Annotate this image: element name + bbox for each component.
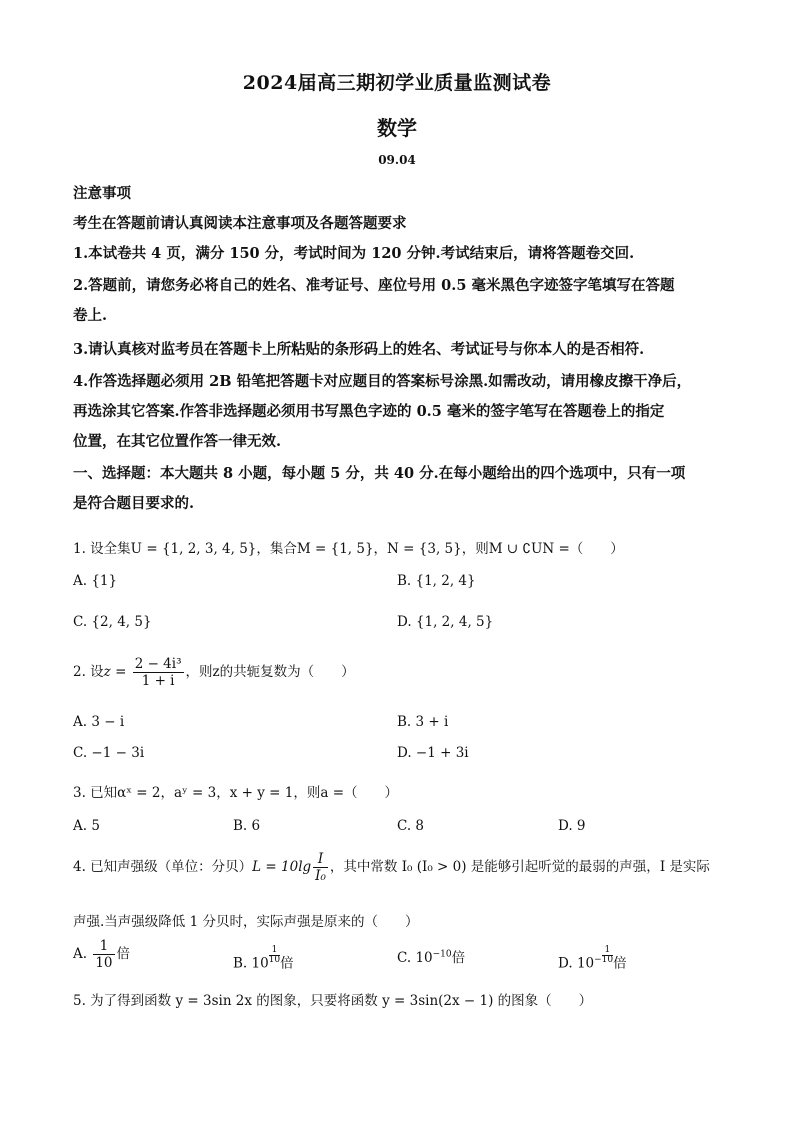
question-4-option-d-suffix: 倍	[613, 955, 627, 972]
notice-item-2-line-2: 卷上.	[73, 307, 108, 324]
exam-date: 09.04	[378, 153, 416, 167]
question-2-variable: z	[103, 664, 111, 680]
question-4-option-c-label: C.	[397, 950, 412, 966]
question-4-option-a-numerator: 1	[93, 938, 114, 955]
question-4-option-c-exponent: −10	[432, 949, 452, 960]
question-2-option-b: B. 3 + i	[397, 714, 449, 730]
question-1-option-d: D. {1, 2, 4, 5}	[397, 614, 494, 630]
notice-intro: 考生在答题前请认真阅读本注意事项及各题答题要求	[73, 215, 407, 232]
question-4-option-c	[397, 946, 465, 966]
question-2-numerator: 2 − 4i³	[134, 656, 182, 672]
question-4-prefix: 4. 已知声强级（单位：分贝）	[73, 859, 253, 875]
question-4-option-d-exponent-numerator: 1	[602, 946, 613, 956]
question-1-option-a: A. {1}	[73, 573, 118, 589]
question-4-stem-line-2: 声强.当声强级降低 1 分贝时，实际声强是原来的（ ）	[73, 914, 419, 930]
question-4-option-d-exponent-sign: −	[594, 955, 602, 965]
notice-item-4-line-3: 位置，在其它位置作答一律无效.	[73, 433, 282, 450]
question-4-option-c-base: 10	[415, 950, 433, 966]
question-4-stem	[73, 851, 710, 884]
question-1-option-b: B. {1, 2, 4}	[397, 573, 476, 589]
question-4-option-a-fraction	[93, 938, 114, 971]
notice-item-1: 1.本试卷共 4 页，满分 150 分，考试时间为 120 分钟.考试结束后，请将答题卷交回.	[73, 245, 635, 262]
notice-item-4-line-2: 再选涂其它答案.作答非选择题必须用书写黑色字迹的 0.5 毫米的签字笔写在答题卷上的指定	[73, 403, 665, 420]
question-2-fraction	[133, 656, 184, 689]
question-4-option-a	[73, 938, 130, 971]
question-3-option-a: A. 5	[73, 818, 100, 834]
question-2-equals: =	[110, 664, 131, 680]
question-3-option-d: D. 9	[558, 818, 586, 834]
question-2-stem	[73, 656, 355, 689]
question-1-option-c: C. {2, 4, 5}	[73, 614, 152, 630]
question-2-option-c: C. −1 − 3i	[73, 745, 145, 761]
question-4-option-a-label: A.	[73, 946, 88, 962]
question-3-option-b: B. 6	[233, 818, 261, 834]
section-heading-line-1: 一、选择题：本大题共 8 小题，每小题 5 分，共 40 分.在每小题给出的四个选项中，只有一项	[73, 465, 686, 482]
question-3-option-c: C. 8	[397, 818, 425, 834]
question-4-fraction-numerator: I	[313, 851, 328, 868]
question-2-suffix: ，则z的共轭复数为（ ）	[185, 664, 355, 680]
question-5-stem: 5. 为了得到函数 y = 3sin 2x 的图象，只要将函数 y = 3sin(2x − 1) 的图象（ ）	[73, 993, 593, 1009]
question-4-option-b-label: B.	[233, 955, 248, 972]
question-1-stem: 1. 设全集U = {1, 2, 3, 4, 5}，集合M = {1, 5}，N = {3, 5}，则M ∪ ∁UN =（ ）	[73, 541, 624, 557]
question-4-option-d-exponent	[602, 946, 613, 965]
notice-heading: 注意事项	[73, 185, 131, 202]
notice-item-3: 3.请认真核对监考员在答题卡上所粘贴的条形码上的姓名、考试证号与你本人的是否相符.	[73, 341, 645, 358]
question-4-option-d	[558, 946, 627, 972]
question-2-option-d: D. −1 + 3i	[397, 745, 469, 761]
notice-item-2-line-1: 2.答题前，请您务必将自己的姓名、准考证号、座位号用 0.5 毫米黑色字迹签字笔填写在答题	[73, 277, 675, 294]
question-4-option-a-suffix: 倍	[116, 946, 131, 962]
question-3-stem: 3. 已知αˣ = 2，aʸ = 3，x + y = 1，则a =（ ）	[73, 785, 399, 801]
question-4-middle: ，其中常数 I₀ (I₀ > 0) 是能够引起听觉的最弱的声强，	[329, 859, 660, 875]
question-4-option-d-base: 10	[576, 955, 595, 972]
exam-title: 2024届高三期初学业质量监测试卷	[242, 72, 552, 94]
question-4-option-b	[233, 946, 294, 972]
question-4-option-b-exponent-numerator: 1	[269, 946, 280, 956]
question-2-option-a: A. 3 − i	[73, 714, 125, 730]
notice-item-4-line-1: 4.作答选择题必须用 2B 铅笔把答题卡对应题目的答案标号涂黑.如需改动，请用橡皮擦干净后，	[73, 373, 692, 390]
question-4-fraction	[313, 851, 328, 884]
question-4-option-a-denominator: 10	[95, 955, 113, 971]
question-4-tail: I 是实际	[659, 859, 710, 875]
question-4-option-b-base: 10	[251, 955, 269, 972]
section-heading-line-2: 是符合题目要求的.	[73, 495, 195, 512]
question-4-option-b-exponent	[269, 946, 280, 965]
question-2-prefix: 2. 设	[73, 664, 104, 680]
subject-title: 数学	[377, 116, 417, 140]
question-4-fraction-denominator: I₀	[315, 868, 326, 884]
question-4-formula: L = 10lg	[252, 859, 312, 875]
question-4-option-c-suffix: 倍	[451, 950, 466, 966]
question-2-denominator: 1 + i	[141, 673, 175, 689]
question-4-option-d-label: D.	[558, 955, 573, 972]
question-4-option-b-exponent-denominator: 10	[268, 955, 281, 965]
question-4-option-d-exponent-denominator: 10	[601, 955, 614, 965]
question-4-option-b-suffix: 倍	[280, 955, 294, 972]
